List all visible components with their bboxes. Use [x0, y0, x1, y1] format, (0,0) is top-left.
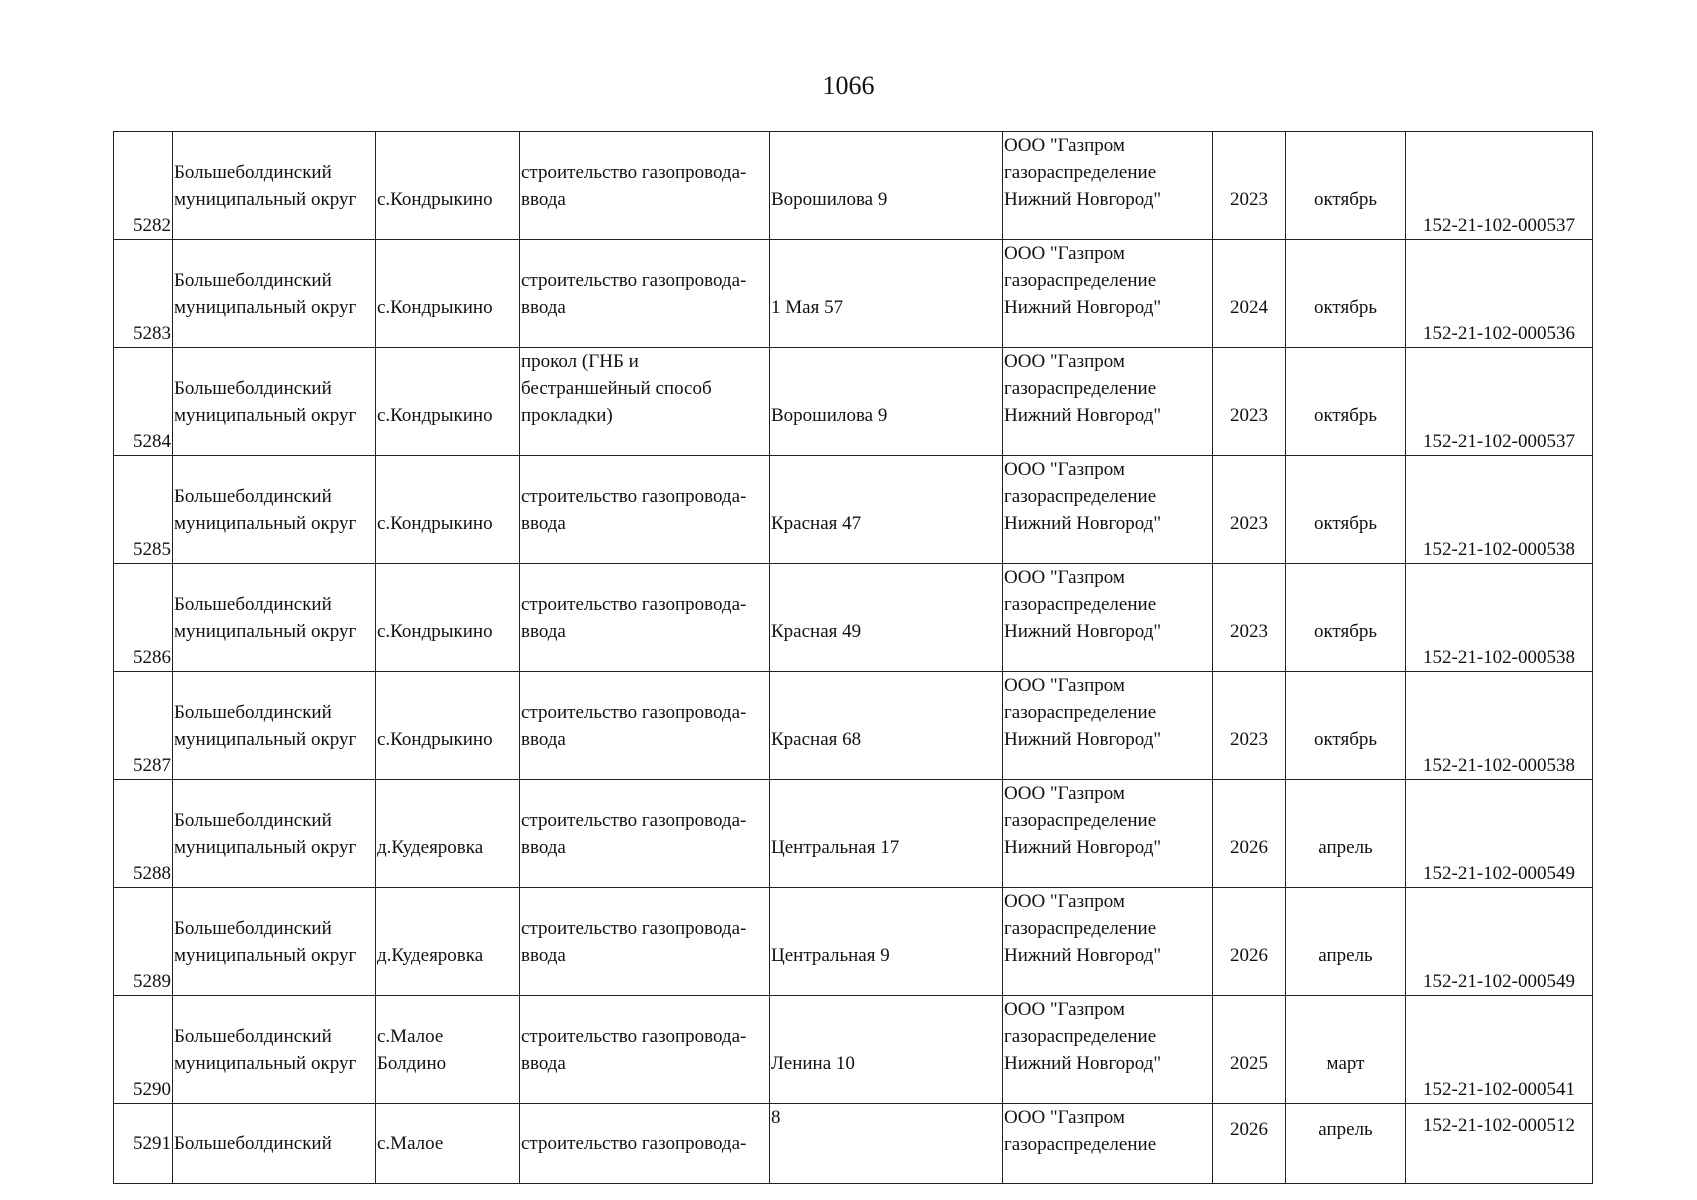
year-cell [1213, 1104, 1286, 1184]
year-cell-value: 2023 [1230, 405, 1268, 426]
cell-spacer [771, 213, 1001, 239]
locality-cell-line: с.Кондрыкино [377, 189, 493, 210]
code-cell [1406, 132, 1593, 240]
row-number [114, 888, 173, 996]
locality-cell [376, 456, 520, 564]
cell-spacer [174, 969, 374, 995]
locality-cell [376, 1104, 520, 1184]
organization-cell-line: газораспределение [1004, 1134, 1157, 1155]
district-cell [173, 240, 376, 348]
year-cell [1213, 456, 1286, 564]
cell-spacer [1287, 645, 1404, 671]
code-cell-value: 152-21-102-000537 [1423, 215, 1575, 236]
row-number [114, 348, 173, 456]
organization-cell [1003, 888, 1213, 996]
cell-spacer [771, 321, 1001, 347]
district-cell-line: муниципальный округ [174, 1053, 357, 1074]
cell-spacer [1287, 861, 1404, 887]
row-number-value: 5283 [133, 323, 171, 344]
code-cell [1406, 240, 1593, 348]
month-cell-value: октябрь [1313, 621, 1378, 642]
cell-spacer [521, 753, 768, 779]
cell-spacer [377, 645, 518, 671]
organization-cell-line: Нижний Новгород" [1004, 1053, 1162, 1074]
organization-cell-line: ООО "Газпром [1004, 567, 1125, 588]
organization-cell-line: ООО "Газпром [1004, 675, 1125, 696]
organization-cell-line: Нижний Новгород" [1004, 513, 1162, 534]
row-number-value: 5289 [133, 971, 171, 992]
code-cell [1406, 996, 1593, 1104]
district-cell [173, 780, 376, 888]
month-cell-value: апрель [1318, 837, 1373, 858]
organization-cell-line: ООО "Газпром [1004, 243, 1125, 264]
cell-spacer [1004, 1077, 1211, 1103]
row-number [114, 1104, 173, 1184]
year-cell [1213, 564, 1286, 672]
code-cell-value: 152-21-102-000537 [1423, 431, 1575, 452]
cell-spacer [377, 861, 518, 887]
address-cell [770, 996, 1003, 1104]
work-type-cell-line: строительство газопровода- [521, 594, 747, 615]
year-cell-value: 2026 [1230, 837, 1268, 858]
cell-spacer [1214, 1077, 1284, 1103]
work-type-cell [520, 564, 770, 672]
organization-cell [1003, 780, 1213, 888]
locality-cell [376, 564, 520, 672]
row-number [114, 132, 173, 240]
year-cell-value: 2023 [1230, 729, 1268, 750]
organization-cell [1003, 456, 1213, 564]
district-cell [173, 564, 376, 672]
district-cell-line: Большеболдинский [174, 486, 332, 507]
work-type-cell-line: строительство газопровода- [521, 1026, 747, 1047]
work-type-cell-line: ввода [521, 945, 566, 966]
code-cell [1406, 780, 1593, 888]
organization-cell-line: ООО "Газпром [1004, 891, 1125, 912]
district-cell-line: Большеболдинский [174, 1133, 332, 1154]
code-cell [1406, 1104, 1593, 1184]
table-row [114, 240, 1593, 348]
locality-cell [376, 672, 520, 780]
organization-cell-line: Нижний Новгород" [1004, 621, 1162, 642]
organization-cell [1003, 672, 1213, 780]
year-cell-value: 2025 [1230, 1053, 1268, 1074]
cell-spacer [377, 753, 518, 779]
code-cell-value: 152-21-102-000538 [1423, 647, 1575, 668]
month-cell [1286, 240, 1406, 348]
address-cell [770, 456, 1003, 564]
cell-spacer [1287, 537, 1404, 563]
cell-spacer [1287, 753, 1404, 779]
work-type-cell-line: ввода [521, 837, 566, 858]
district-cell-line: Большеболдинский [174, 270, 332, 291]
work-type-cell-line: строительство газопровода- [521, 918, 747, 939]
work-type-cell-line: прокладки) [521, 405, 613, 426]
cell-spacer [1004, 753, 1211, 779]
cell-spacer [771, 1077, 1001, 1103]
year-cell [1213, 672, 1286, 780]
cell-spacer [521, 537, 768, 563]
work-type-cell-line: ввода [521, 189, 566, 210]
locality-cell-line: д.Кудеяровка [377, 837, 484, 858]
organization-cell-line: газораспределение [1004, 162, 1157, 183]
district-cell-line: муниципальный округ [174, 405, 357, 426]
district-cell-line: муниципальный округ [174, 621, 357, 642]
cell-spacer [174, 645, 374, 671]
cell-spacer [1287, 321, 1404, 347]
cell-spacer [771, 645, 1001, 671]
cell-spacer [377, 537, 518, 563]
organization-cell-line: Нижний Новгород" [1004, 945, 1162, 966]
cell-spacer [377, 429, 518, 455]
cell-spacer [174, 753, 374, 779]
district-cell [173, 348, 376, 456]
address-cell-line: Центральная 9 [771, 945, 890, 966]
row-number-value: 5284 [133, 431, 171, 452]
address-cell-line: 8 [771, 1107, 781, 1128]
locality-cell [376, 348, 520, 456]
cell-spacer [1004, 861, 1211, 887]
code-cell-value: 152-21-102-000549 [1423, 971, 1575, 992]
organization-cell-line: газораспределение [1004, 378, 1157, 399]
cell-spacer [377, 213, 518, 239]
cell-spacer [521, 321, 768, 347]
locality-cell-line: с.Малое [377, 1026, 444, 1047]
row-number-value: 5282 [133, 215, 171, 236]
district-cell-line: Большеболдинский [174, 918, 332, 939]
cell-spacer [1214, 969, 1284, 995]
month-cell [1286, 456, 1406, 564]
year-cell [1213, 240, 1286, 348]
district-cell-line: муниципальный округ [174, 729, 357, 750]
work-type-cell [520, 240, 770, 348]
cell-spacer [174, 213, 374, 239]
month-cell [1286, 1104, 1406, 1184]
work-type-cell-line: прокол (ГНБ и [521, 351, 639, 372]
year-cell-value: 2026 [1230, 1119, 1268, 1140]
cell-spacer [771, 861, 1001, 887]
district-cell-line: Большеболдинский [174, 810, 332, 831]
registry-table [113, 131, 1593, 1184]
district-cell-line: Большеболдинский [174, 162, 332, 183]
code-cell [1406, 888, 1593, 996]
month-cell-value: октябрь [1313, 729, 1378, 750]
cell-spacer [1287, 969, 1404, 995]
month-cell [1286, 888, 1406, 996]
cell-spacer [771, 537, 1001, 563]
row-number [114, 996, 173, 1104]
work-type-cell [520, 1104, 770, 1184]
code-cell [1406, 672, 1593, 780]
table-body [114, 132, 1593, 1184]
work-type-cell [520, 780, 770, 888]
address-cell-line: Ленина 10 [771, 1053, 855, 1074]
district-cell-line: муниципальный округ [174, 189, 357, 210]
work-type-cell-line: строительство газопровода- [521, 1133, 747, 1154]
month-cell [1286, 672, 1406, 780]
address-cell [770, 888, 1003, 996]
cell-spacer [1287, 1077, 1404, 1103]
cell-spacer [174, 861, 374, 887]
month-cell-value: апрель [1318, 945, 1373, 966]
work-type-cell-line: строительство газопровода- [521, 486, 747, 507]
organization-cell-line: Нижний Новгород" [1004, 405, 1162, 426]
row-number-value: 5290 [133, 1079, 171, 1100]
table-row [114, 996, 1593, 1104]
district-cell [173, 132, 376, 240]
address-cell-line: Центральная 17 [771, 837, 900, 858]
table-row [114, 132, 1593, 240]
code-cell-value: 152-21-102-000541 [1423, 1079, 1575, 1100]
organization-cell-line: газораспределение [1004, 702, 1157, 723]
work-type-cell-line: строительство газопровода- [521, 270, 747, 291]
month-cell-value: октябрь [1313, 189, 1378, 210]
table-row [114, 456, 1593, 564]
month-cell [1286, 996, 1406, 1104]
work-type-cell-line: строительство газопровода- [521, 810, 747, 831]
district-cell [173, 672, 376, 780]
locality-cell-line: с.Кондрыкино [377, 621, 493, 642]
cell-spacer [521, 645, 768, 671]
address-cell [770, 348, 1003, 456]
row-number-value: 5285 [133, 539, 171, 560]
address-cell-line: Красная 49 [771, 621, 862, 642]
locality-cell-line: с.Кондрыкино [377, 729, 493, 750]
year-cell [1213, 996, 1286, 1104]
address-cell-line: Красная 68 [771, 729, 862, 750]
district-cell [173, 1104, 376, 1184]
work-type-cell-line: ввода [521, 729, 566, 750]
district-cell [173, 456, 376, 564]
work-type-cell-line: ввода [521, 513, 566, 534]
locality-cell [376, 888, 520, 996]
organization-cell-line: ООО "Газпром [1004, 459, 1125, 480]
organization-cell-line: газораспределение [1004, 270, 1157, 291]
cell-spacer [1287, 429, 1404, 455]
organization-cell-line: ООО "Газпром [1004, 783, 1125, 804]
cell-spacer [521, 213, 768, 239]
cell-spacer [521, 429, 768, 455]
table-row [114, 780, 1593, 888]
cell-spacer [174, 429, 374, 455]
district-cell-line: муниципальный округ [174, 297, 357, 318]
code-cell-value: 152-21-102-000549 [1423, 863, 1575, 884]
code-cell-value: 152-21-102-000536 [1423, 323, 1575, 344]
district-cell-line: Большеболдинский [174, 378, 332, 399]
year-cell-value: 2024 [1230, 297, 1268, 318]
cell-spacer [174, 1077, 374, 1103]
cell-spacer [771, 969, 1001, 995]
address-cell [770, 1104, 1003, 1184]
year-cell [1213, 780, 1286, 888]
organization-cell [1003, 1104, 1213, 1184]
table-row [114, 888, 1593, 996]
year-cell-value: 2023 [1230, 189, 1268, 210]
organization-cell-line: ООО "Газпром [1004, 1107, 1125, 1128]
code-cell-value: 152-21-102-000538 [1423, 539, 1575, 560]
district-cell-line: муниципальный округ [174, 513, 357, 534]
table-row [114, 672, 1593, 780]
cell-spacer [1004, 645, 1211, 671]
cell-spacer [1004, 969, 1211, 995]
cell-spacer [1004, 213, 1211, 239]
month-cell [1286, 564, 1406, 672]
organization-cell-line: ООО "Газпром [1004, 135, 1125, 156]
cell-spacer [1004, 321, 1211, 347]
organization-cell-line: газораспределение [1004, 594, 1157, 615]
table-row [114, 1104, 1593, 1184]
cell-spacer [377, 1077, 518, 1103]
organization-cell [1003, 240, 1213, 348]
locality-cell-line: с.Кондрыкино [377, 297, 493, 318]
locality-cell [376, 240, 520, 348]
work-type-cell [520, 456, 770, 564]
cell-spacer [1214, 429, 1284, 455]
organization-cell-line: газораспределение [1004, 918, 1157, 939]
work-type-cell [520, 348, 770, 456]
organization-cell [1003, 996, 1213, 1104]
code-cell-value: 152-21-102-000512 [1423, 1115, 1575, 1136]
organization-cell-line: Нижний Новгород" [1004, 837, 1162, 858]
district-cell-line: муниципальный округ [174, 837, 357, 858]
cell-spacer [1004, 429, 1211, 455]
month-cell-value: октябрь [1313, 513, 1378, 534]
cell-spacer [1004, 537, 1211, 563]
cell-spacer [1214, 753, 1284, 779]
row-number-value: 5287 [133, 755, 171, 776]
organization-cell-line: газораспределение [1004, 1026, 1157, 1047]
organization-cell-line: Нижний Новгород" [1004, 189, 1162, 210]
row-number [114, 780, 173, 888]
month-cell-value: апрель [1318, 1119, 1373, 1140]
year-cell [1213, 348, 1286, 456]
work-type-cell-line: ввода [521, 621, 566, 642]
work-type-cell [520, 672, 770, 780]
work-type-cell-line: ввода [521, 1053, 566, 1074]
address-cell [770, 132, 1003, 240]
year-cell-value: 2023 [1230, 621, 1268, 642]
address-cell [770, 672, 1003, 780]
row-number-value: 5286 [133, 647, 171, 668]
locality-cell-line: д.Кудеяровка [377, 945, 484, 966]
work-type-cell [520, 996, 770, 1104]
address-cell-line: Ворошилова 9 [771, 405, 888, 426]
row-number [114, 564, 173, 672]
address-cell-line: 1 Мая 57 [771, 297, 844, 318]
district-cell [173, 996, 376, 1104]
cell-spacer [1214, 321, 1284, 347]
cell-spacer [1214, 645, 1284, 671]
organization-cell-line: Нижний Новгород" [1004, 729, 1162, 750]
cell-spacer [521, 969, 768, 995]
cell-spacer [377, 321, 518, 347]
cell-spacer [521, 861, 768, 887]
organization-cell [1003, 348, 1213, 456]
district-cell [173, 888, 376, 996]
work-type-cell-line: строительство газопровода- [521, 162, 747, 183]
row-number-value: 5288 [133, 863, 171, 884]
month-cell [1286, 132, 1406, 240]
organization-cell-line: ООО "Газпром [1004, 351, 1125, 372]
address-cell-line: Красная 47 [771, 513, 862, 534]
code-cell [1406, 348, 1593, 456]
locality-cell-line: с.Кондрыкино [377, 513, 493, 534]
organization-cell [1003, 132, 1213, 240]
locality-cell [376, 996, 520, 1104]
cell-spacer [771, 429, 1001, 455]
locality-cell-line: с.Кондрыкино [377, 405, 493, 426]
year-cell-value: 2023 [1230, 513, 1268, 534]
month-cell-value: октябрь [1313, 405, 1378, 426]
cell-spacer [1214, 861, 1284, 887]
row-number [114, 240, 173, 348]
district-cell-line: муниципальный округ [174, 945, 357, 966]
table-row [114, 348, 1593, 456]
cell-spacer [771, 753, 1001, 779]
code-cell [1406, 564, 1593, 672]
row-number [114, 672, 173, 780]
locality-cell-line: с.Малое [377, 1133, 444, 1154]
organization-cell-line: газораспределение [1004, 810, 1157, 831]
cell-spacer [1287, 213, 1404, 239]
locality-cell-line: Болдино [377, 1053, 447, 1074]
district-cell-line: Большеболдинский [174, 1026, 332, 1047]
work-type-cell-line: ввода [521, 297, 566, 318]
cell-spacer [174, 537, 374, 563]
page-number: 1066 [822, 71, 875, 100]
work-type-cell-line: строительство газопровода- [521, 702, 747, 723]
organization-cell-line: газораспределение [1004, 486, 1157, 507]
district-cell-line: Большеболдинский [174, 594, 332, 615]
month-cell [1286, 780, 1406, 888]
cell-spacer [377, 969, 518, 995]
month-cell-value: март [1326, 1053, 1365, 1074]
address-cell [770, 564, 1003, 672]
cell-spacer [1214, 537, 1284, 563]
year-cell [1213, 132, 1286, 240]
work-type-cell [520, 132, 770, 240]
row-number-value: 5291 [133, 1133, 171, 1154]
cell-spacer [521, 1077, 768, 1103]
year-cell [1213, 888, 1286, 996]
locality-cell [376, 132, 520, 240]
code-cell [1406, 456, 1593, 564]
work-type-cell-line: бестраншейный способ [521, 378, 712, 399]
address-cell [770, 780, 1003, 888]
address-cell-line: Ворошилова 9 [771, 189, 888, 210]
work-type-cell [520, 888, 770, 996]
address-cell [770, 240, 1003, 348]
year-cell-value: 2026 [1230, 945, 1268, 966]
organization-cell-line: ООО "Газпром [1004, 999, 1125, 1020]
month-cell [1286, 348, 1406, 456]
organization-cell-line: Нижний Новгород" [1004, 297, 1162, 318]
table-row [114, 564, 1593, 672]
month-cell-value: октябрь [1313, 297, 1378, 318]
cell-spacer [1214, 213, 1284, 239]
locality-cell [376, 780, 520, 888]
code-cell-value: 152-21-102-000538 [1423, 755, 1575, 776]
district-cell-line: Большеболдинский [174, 702, 332, 723]
cell-spacer [174, 321, 374, 347]
organization-cell [1003, 564, 1213, 672]
row-number [114, 456, 173, 564]
